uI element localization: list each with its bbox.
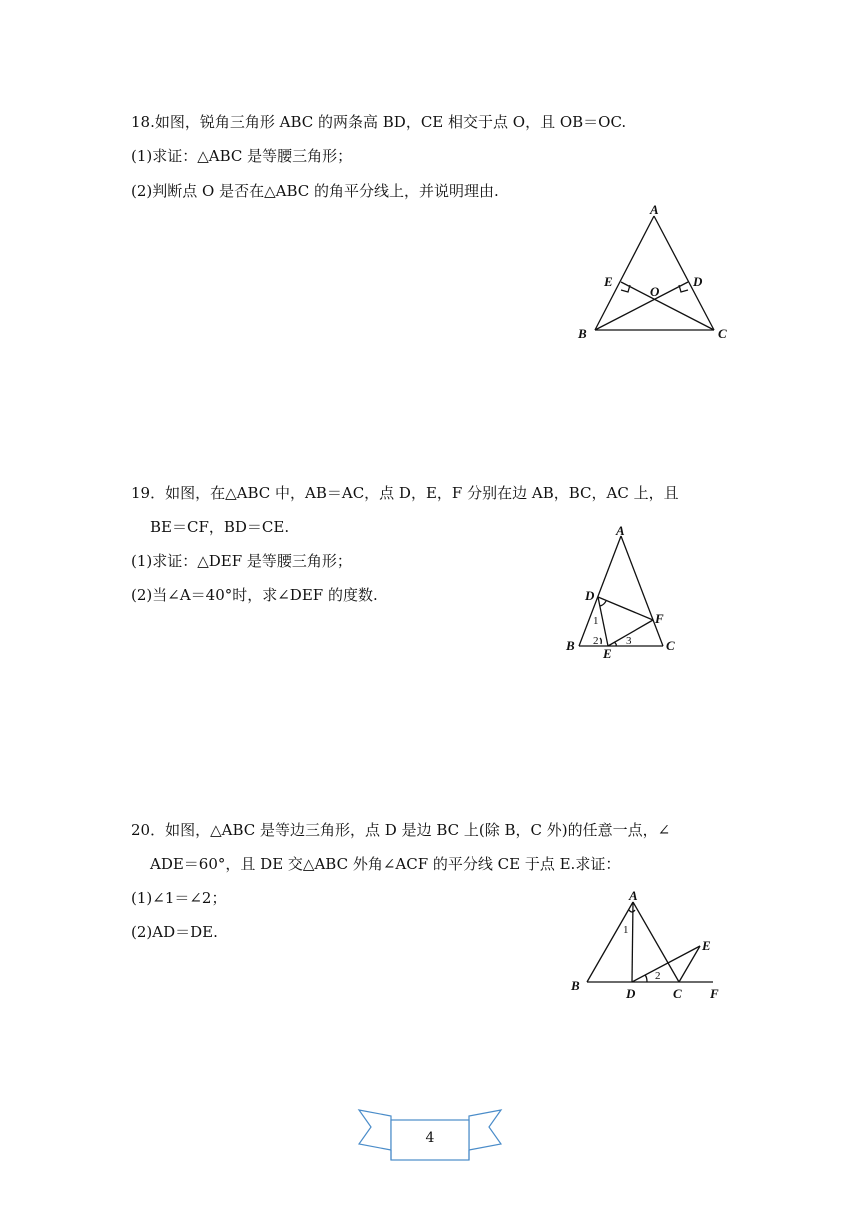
q19-label-d: D	[585, 588, 595, 603]
q19-label-c: C	[666, 638, 675, 653]
q18-stem: 18.如图，锐角三角形 ABC 的两条高 BD，CE 相交于点 O，且 OB＝OC.	[131, 113, 627, 131]
q19-part1: (1)求证：△DEF 是等腰三角形；	[131, 552, 352, 570]
q18-label-a: A	[650, 202, 659, 217]
q19-label-b: B	[566, 638, 575, 653]
q20-label-b: B	[571, 978, 580, 993]
q19-label-f: F	[655, 611, 664, 626]
q19-figure	[560, 522, 690, 662]
q18-figure	[570, 198, 740, 348]
q19-angle-1: 1	[593, 615, 599, 627]
q20-part1: (1)∠1＝∠2；	[131, 889, 227, 907]
q18-label-d: D	[693, 274, 703, 289]
q20-label-c: C	[673, 986, 682, 1001]
q18-label-o: O	[650, 284, 660, 299]
q20-label-e: E	[702, 938, 711, 953]
q20-stem-line2: ADE＝60°，且 DE 交△ABC 外角∠ACF 的平分线 CE 于点 E.求证：	[150, 855, 621, 873]
q20-part2: (2)AD＝DE.	[131, 923, 218, 941]
page-number: 4	[425, 1130, 435, 1146]
q20-label-d: D	[626, 986, 636, 1001]
q19-label-e: E	[603, 646, 612, 661]
q20-label-f: F	[710, 986, 719, 1001]
q19-stem-line1: 19．如图，在△ABC 中，AB＝AC，点 D，E，F 分别在边 AB，BC，AC 上，且	[131, 484, 679, 502]
q18-label-c: C	[718, 326, 727, 341]
q18-part1: (1)求证：△ABC 是等腰三角形；	[131, 147, 353, 165]
q19-angle-3: 3	[626, 635, 632, 647]
q19-stem-line2: BE＝CF，BD＝CE.	[150, 518, 290, 536]
q20-label-a: A	[629, 888, 638, 903]
q20-angle-1: 1	[623, 924, 629, 936]
q18-label-e: E	[604, 274, 613, 289]
q20-angle-2: 2	[655, 970, 661, 982]
q18-part2: (2)判断点 O 是否在△ABC 的角平分线上，并说明理由.	[131, 182, 499, 200]
q19-part2: (2)当∠A＝40°时，求∠DEF 的度数.	[131, 586, 378, 604]
q20-stem-line1: 20．如图，△ABC 是等边三角形，点 D 是边 BC 上(除 B，C 外)的任意一点，∠	[131, 821, 671, 839]
q18-label-b: B	[578, 326, 587, 341]
q20-figure	[565, 880, 735, 1005]
q19-label-a: A	[616, 523, 625, 538]
q19-angle-2: 2	[593, 635, 599, 647]
